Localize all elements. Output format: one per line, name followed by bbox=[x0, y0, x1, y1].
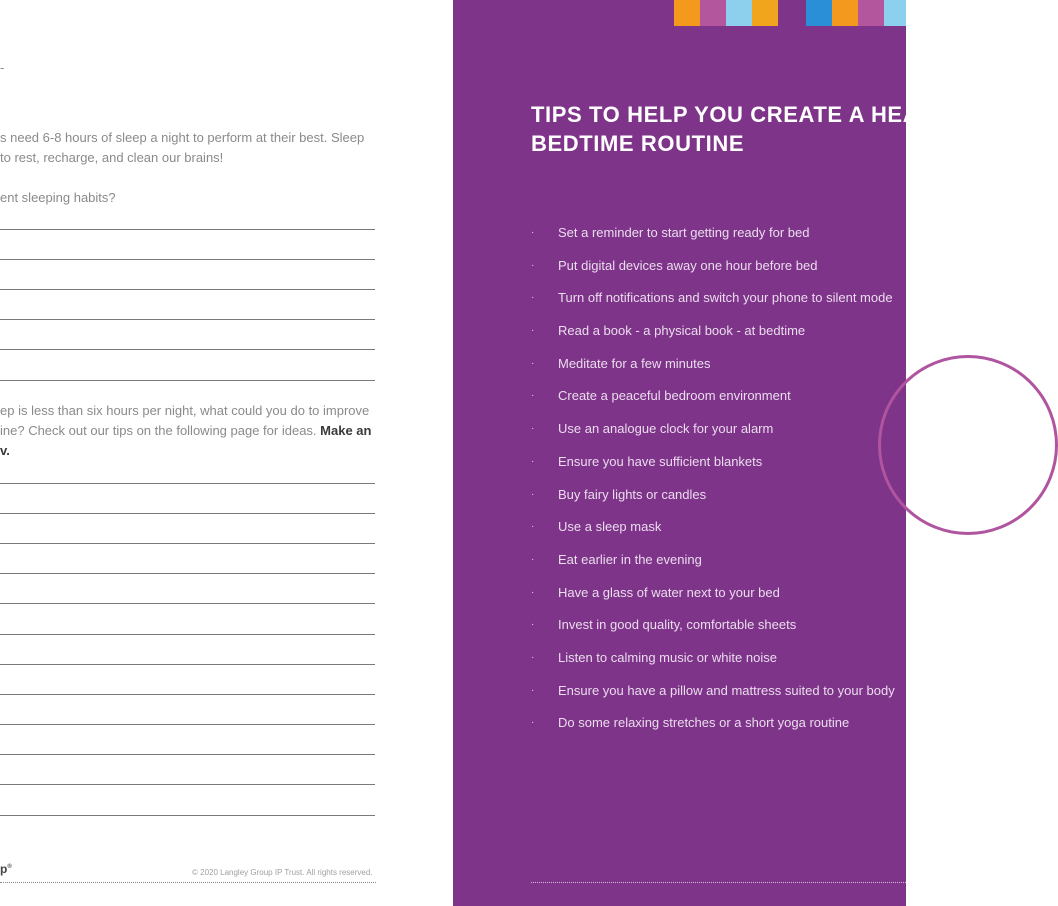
bullet-icon: · bbox=[531, 553, 535, 565]
color-swatch bbox=[884, 0, 906, 26]
answer-line[interactable] bbox=[0, 289, 375, 290]
worksheet-page bbox=[0, 0, 453, 906]
question-2-line-3 bbox=[0, 441, 10, 461]
answer-line[interactable] bbox=[0, 724, 375, 725]
page-mark: - bbox=[0, 60, 5, 75]
color-swatch bbox=[858, 0, 884, 26]
color-swatch bbox=[752, 0, 778, 26]
decorative-circle bbox=[878, 355, 1058, 535]
question-2-bold: Make an bbox=[320, 423, 372, 438]
tip-text: Turn off notifications and switch your phone to silent mode bbox=[558, 290, 893, 306]
answer-line[interactable] bbox=[0, 229, 375, 230]
answer-line[interactable] bbox=[0, 784, 375, 785]
color-swatch bbox=[726, 0, 752, 26]
question-1: ent sleeping habits? bbox=[0, 190, 116, 205]
intro-line-1: s need 6-8 hours of sleep a night to perform at their best. Sleep bbox=[0, 130, 365, 145]
footer-divider bbox=[531, 882, 906, 883]
bullet-icon: · bbox=[531, 423, 535, 435]
bullet-icon: · bbox=[531, 325, 535, 337]
tip-text: Invest in good quality, comfortable sheets bbox=[558, 617, 797, 633]
answer-line[interactable] bbox=[0, 483, 375, 484]
tip-text: Put digital devices away one hour before bed bbox=[558, 257, 818, 273]
answer-line[interactable] bbox=[0, 349, 375, 350]
tip-text: Do some relaxing stretches or a short yoga routine bbox=[558, 715, 850, 731]
tip-text: Eat earlier in the evening bbox=[558, 551, 702, 567]
tip-text: Set a reminder to start getting ready for bed bbox=[558, 225, 810, 240]
tip-text: Listen to calming music or white noise bbox=[558, 649, 777, 665]
answer-line[interactable] bbox=[0, 754, 375, 755]
tips-page bbox=[453, 0, 963, 906]
question-2-text: ine? Check out our tips on the following page for ideas. bbox=[0, 423, 321, 438]
tip-text: Read a book - a physical book - at bedtime bbox=[558, 323, 806, 339]
question-2-line-1: ep is less than six hours per night, what could you do to improve bbox=[0, 403, 370, 418]
color-swatch bbox=[674, 0, 700, 26]
answer-line[interactable] bbox=[0, 543, 375, 544]
answer-line[interactable] bbox=[0, 603, 375, 604]
tip-text: Have a glass of water next to your bed bbox=[558, 584, 780, 600]
bullet-icon: · bbox=[531, 390, 535, 402]
bullet-icon: · bbox=[531, 259, 535, 271]
tip-text: Ensure you have sufficient blankets bbox=[558, 453, 763, 469]
intro-line-2: to rest, recharge, and clean our brains! bbox=[0, 150, 224, 165]
tip-text: Use a sleep mask bbox=[558, 519, 662, 535]
bullet-icon: · bbox=[531, 651, 535, 663]
brand-logo: p® bbox=[0, 862, 12, 876]
bullet-icon: · bbox=[531, 227, 535, 238]
bullet-icon: · bbox=[531, 488, 535, 500]
question-2-bold-end: v. bbox=[0, 443, 10, 458]
bullet-icon: · bbox=[531, 292, 535, 304]
answer-line[interactable] bbox=[0, 319, 375, 320]
page-title: TIPS TO HELP YOU CREATE A HEALTH BEDTIME ROUTINE bbox=[531, 102, 963, 156]
answer-line[interactable] bbox=[0, 694, 375, 695]
answer-line[interactable] bbox=[0, 573, 375, 574]
bullet-icon: · bbox=[531, 521, 535, 533]
bullet-icon: · bbox=[531, 357, 535, 369]
answer-line[interactable] bbox=[0, 634, 375, 635]
tip-text: Ensure you have a pillow and mattress suited to your body bbox=[558, 682, 895, 698]
color-swatch bbox=[832, 0, 858, 26]
tip-text: Create a peaceful bedroom environment bbox=[558, 388, 791, 404]
bullet-icon: · bbox=[531, 586, 535, 598]
answer-line[interactable] bbox=[0, 664, 375, 665]
answer-line[interactable] bbox=[0, 513, 375, 514]
answer-line[interactable] bbox=[0, 259, 375, 260]
bullet-icon: · bbox=[531, 684, 535, 696]
bullet-icon: · bbox=[531, 619, 535, 631]
question-2-line-2 bbox=[0, 421, 371, 441]
tip-text: Buy fairy lights or candles bbox=[558, 486, 707, 502]
tip-text: Use an analogue clock for your alarm bbox=[558, 421, 774, 437]
answer-line[interactable] bbox=[0, 815, 375, 816]
color-swatch bbox=[700, 0, 726, 26]
footer-divider bbox=[0, 882, 376, 883]
answer-line[interactable] bbox=[0, 380, 375, 381]
bullet-icon: · bbox=[531, 717, 535, 729]
tip-text: Meditate for a few minutes bbox=[558, 355, 711, 371]
copyright-notice: © 2020 Langley Group IP Trust. All rights reserved. bbox=[192, 868, 373, 877]
bullet-icon: · bbox=[531, 455, 535, 467]
color-swatch bbox=[806, 0, 832, 26]
